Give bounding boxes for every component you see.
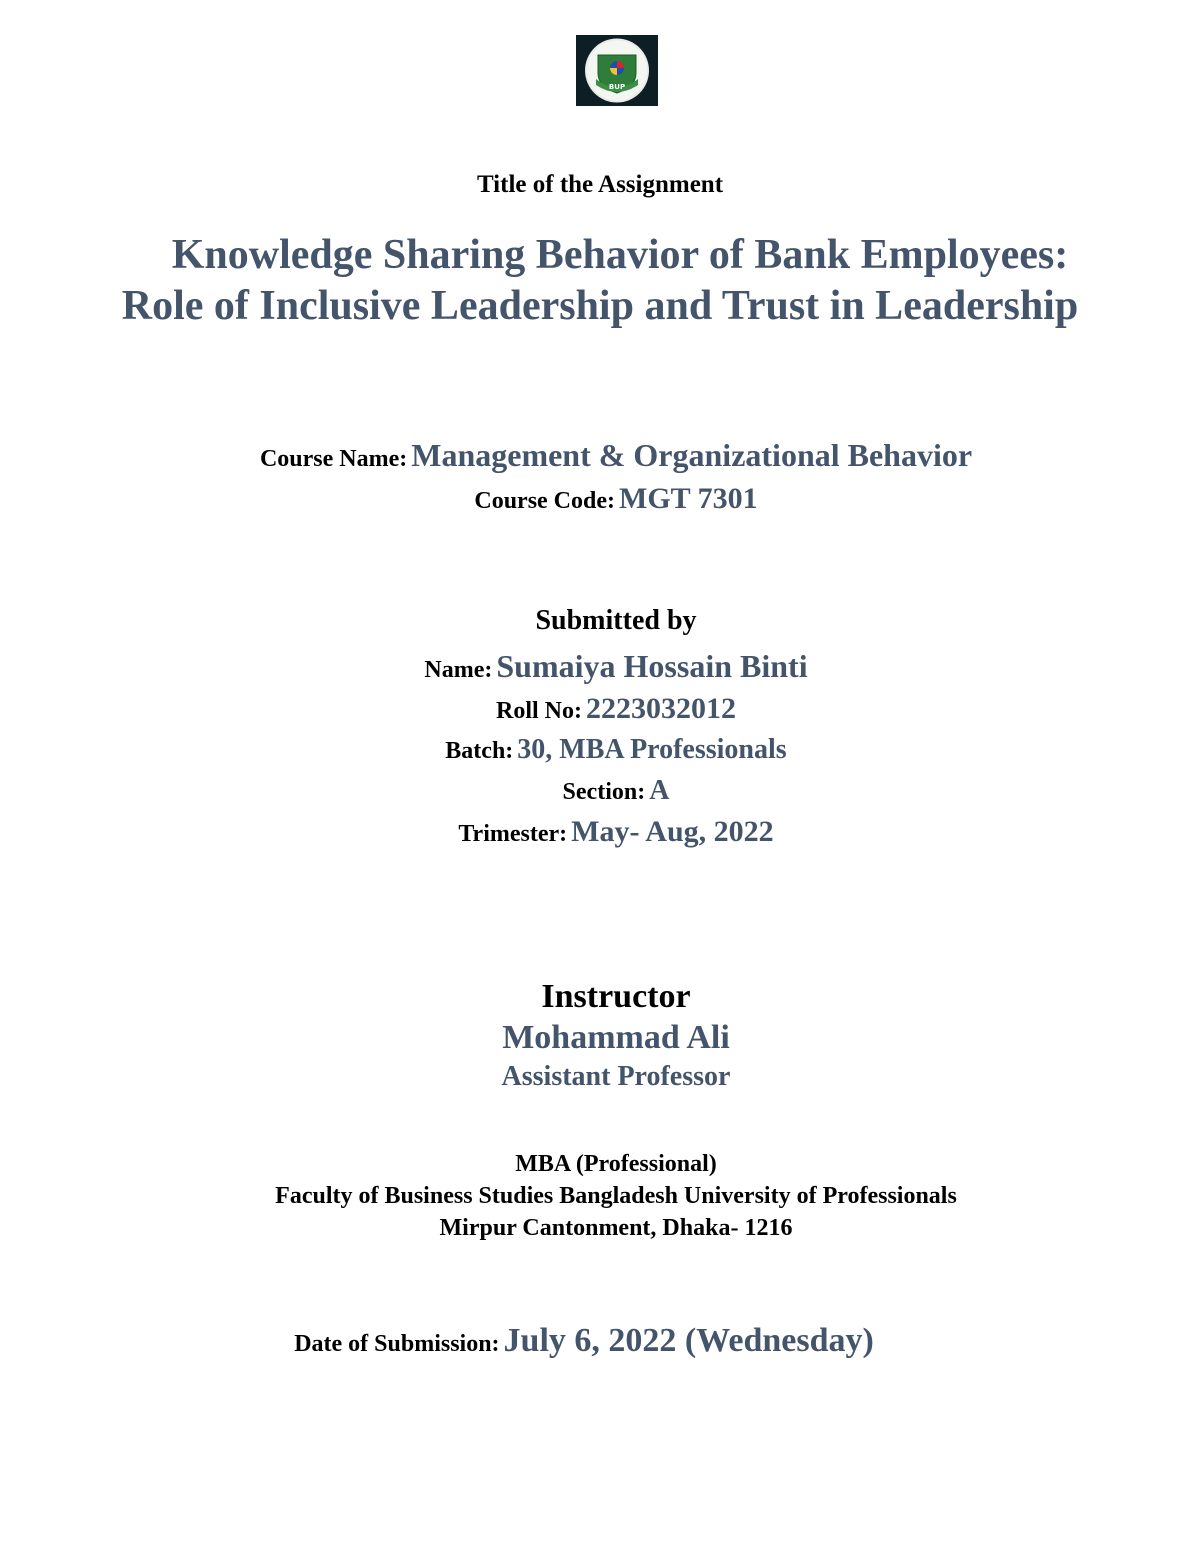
assignment-title-label: Title of the Assignment: [476, 171, 724, 198]
submitted-by-heading: Submitted by: [535, 605, 697, 636]
section-label: Section:: [562, 779, 646, 805]
instructor-title: Assistant Professor: [501, 1061, 731, 1092]
course-name-row: [16, 437, 1200, 474]
trimester-label: Trimester:: [458, 821, 568, 847]
trimester-value: May- Aug, 2022: [571, 815, 774, 848]
university-logo: [576, 35, 658, 106]
course-code-value: MGT 7301: [619, 482, 758, 515]
assignment-title-line-2: Role of Inclusive Leadership and Trust in Leadership: [121, 283, 1079, 329]
faculty-name: Faculty of Business Studies Bangladesh University of Professionals: [275, 1183, 957, 1209]
course-code-row: [16, 482, 1200, 516]
assignment-title-line-1: Knowledge Sharing Behavior of Bank Employees:: [171, 232, 1069, 278]
instructor-name: Mohammad Ali: [502, 1019, 730, 1056]
batch-value: 30, MBA Professionals: [517, 734, 787, 765]
logo-text: BUP: [608, 83, 626, 91]
instructor-heading: Instructor: [541, 978, 691, 1015]
student-name-label: Name:: [424, 657, 493, 683]
batch-row: [16, 734, 1200, 766]
batch-label: Batch:: [445, 738, 514, 764]
course-name-label: Course Name:: [259, 446, 408, 472]
trimester-row: [16, 815, 1200, 849]
section-value: A: [649, 775, 670, 806]
course-code-label: Course Code:: [474, 488, 616, 514]
course-name-value: Management & Organizational Behavior: [411, 437, 973, 473]
section-row: [16, 775, 1200, 807]
roll-number-label: Roll No:: [496, 698, 582, 724]
submission-date-row: [0, 1322, 1184, 1360]
student-name-value: Sumaiya Hossain Binti: [496, 648, 808, 684]
institution-address: Mirpur Cantonment, Dhaka- 1216: [439, 1215, 793, 1241]
roll-number-row: [16, 692, 1200, 726]
student-name-row: [16, 648, 1200, 685]
submission-date-label: Date of Submission:: [294, 1331, 500, 1357]
submission-date-value: July 6, 2022 (Wednesday): [503, 1322, 874, 1359]
program-name: MBA (Professional): [515, 1151, 717, 1177]
roll-number-value: 2223032012: [586, 692, 736, 725]
